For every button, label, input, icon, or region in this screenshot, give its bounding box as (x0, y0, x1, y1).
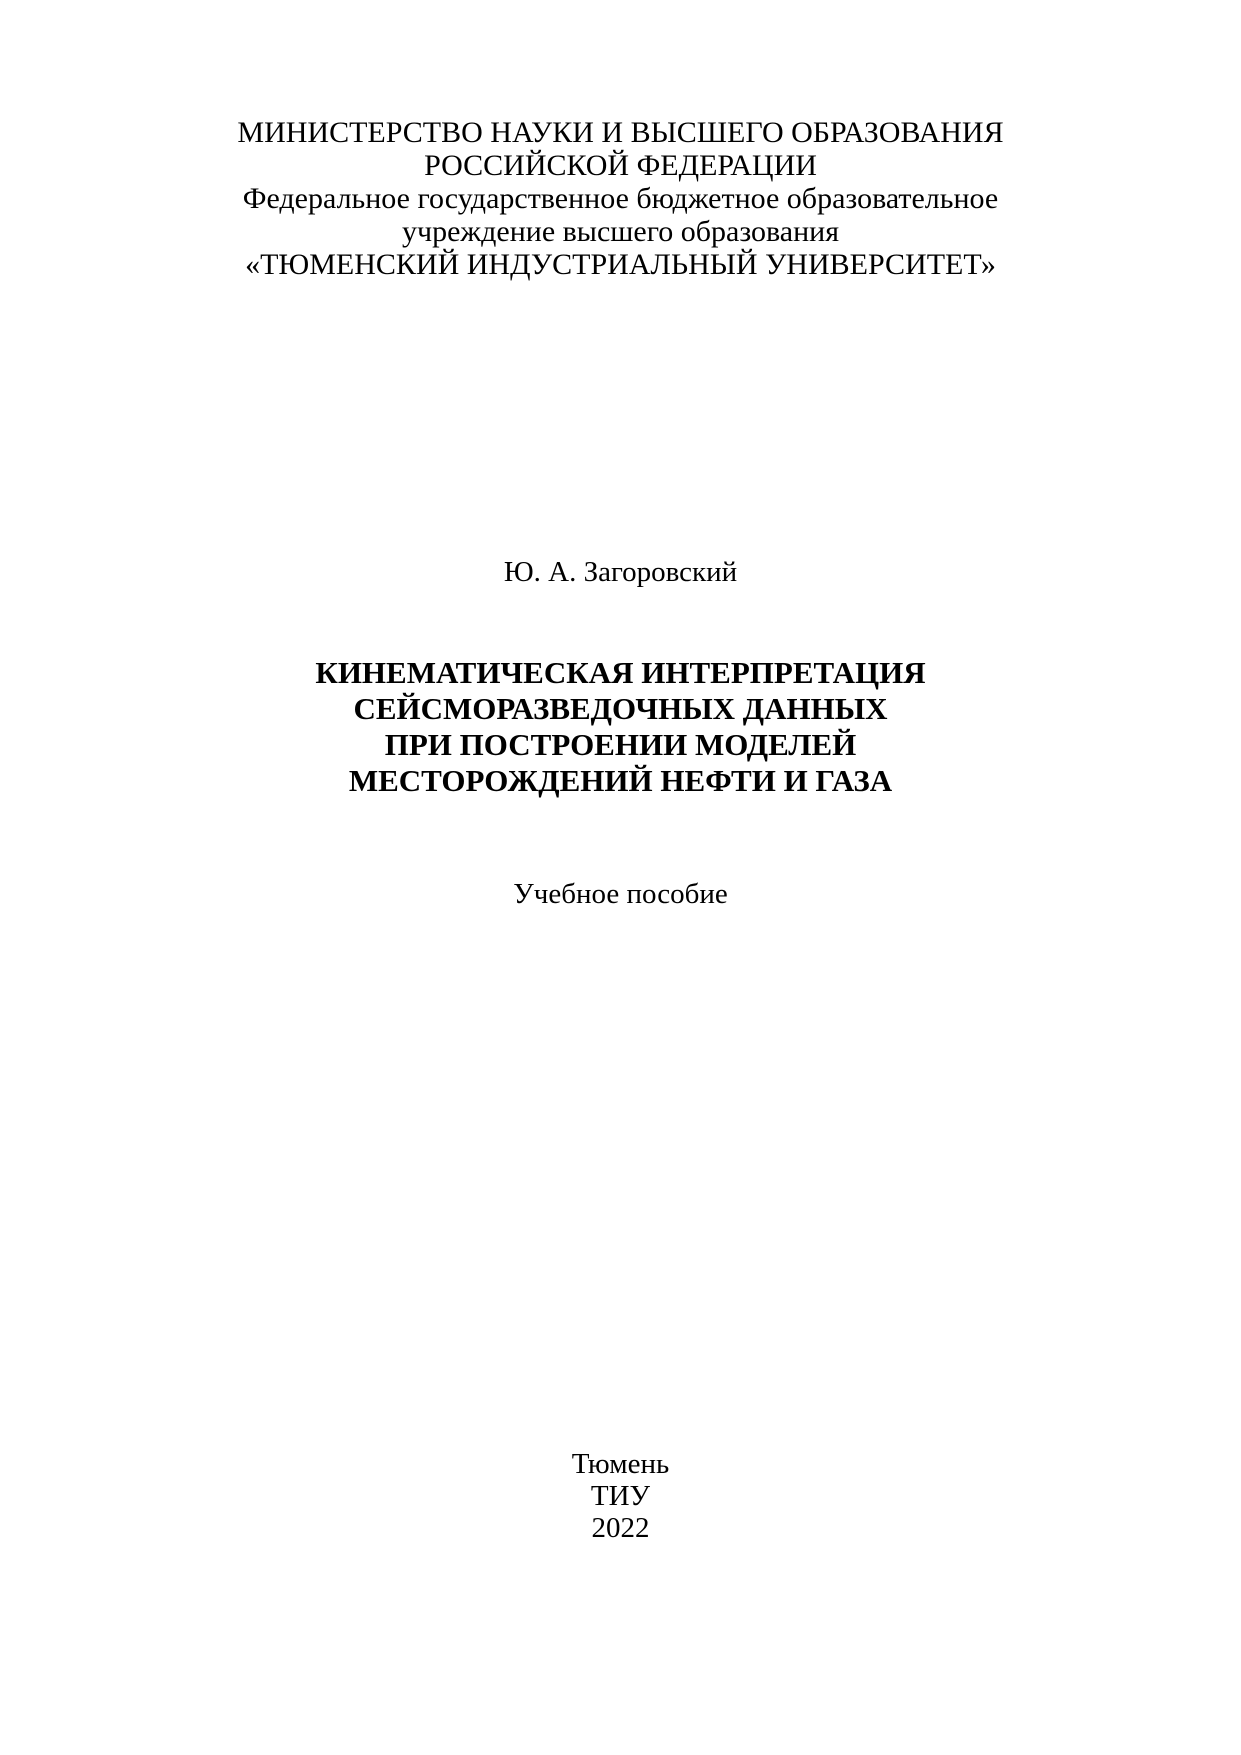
institution-header (0, 116, 1241, 281)
ministry-line-1: МИНИСТЕРСТВО НАУКИ И ВЫСШЕГО ОБРАЗОВАНИЯ (237, 116, 1004, 149)
imprint-year: 2022 (591, 1512, 650, 1544)
title-line-3: ПРИ ПОСТРОЕНИИ МОДЕЛЕЙ (384, 727, 857, 762)
imprint-city: Тюмень (571, 1448, 670, 1480)
ministry-line-2: РОССИЙСКОЙ ФЕДЕРАЦИИ (424, 149, 817, 182)
title-line-2: СЕЙСМОРАЗВЕДОЧНЫХ ДАННЫХ (353, 691, 888, 726)
document-type: Учебное пособие (513, 878, 728, 910)
author-name: Ю. А. Загоровский (503, 556, 738, 588)
document-title (0, 655, 1241, 799)
institution-type-line-1: Федеральное государственное бюджетное образовательное (242, 182, 999, 215)
university-name: «ТЮМЕНСКИЙ ИНДУСТРИАЛЬНЫЙ УНИВЕРСИТЕТ» (245, 248, 996, 281)
institution-type-line-2: учреждение высшего образования (402, 215, 839, 248)
imprint-publisher: ТИУ (590, 1480, 651, 1512)
title-line-1: КИНЕМАТИЧЕСКАЯ ИНТЕРПРЕТАЦИЯ (315, 655, 926, 690)
title-line-4: МЕСТОРОЖДЕНИЙ НЕФТИ И ГАЗА (348, 763, 893, 798)
imprint (0, 1448, 1241, 1544)
